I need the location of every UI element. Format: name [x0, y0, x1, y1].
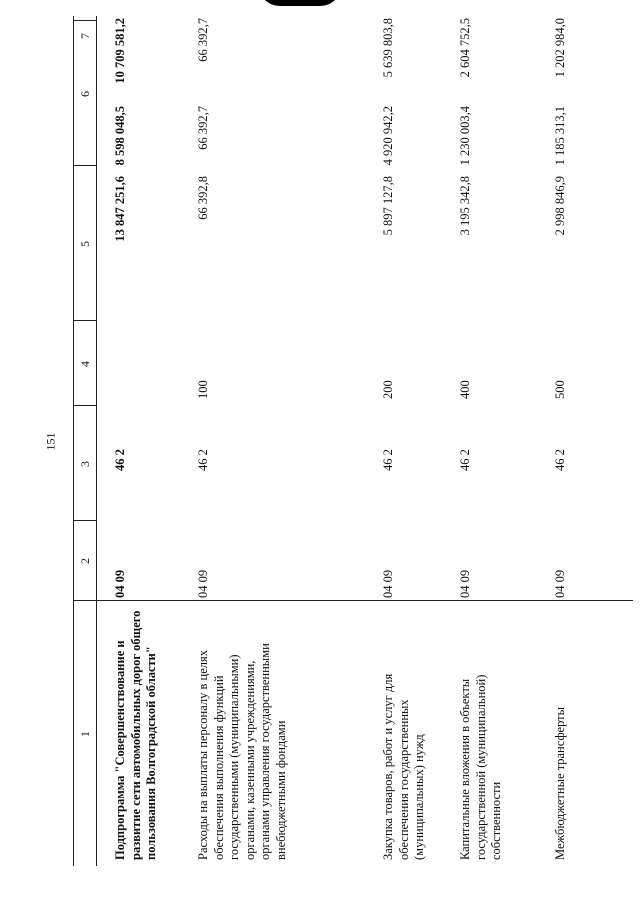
row-expense-type: 200 [381, 380, 395, 399]
row-amount-c7: 1 202 984,0 [553, 18, 567, 78]
row-expense-type: 500 [553, 380, 567, 399]
row-amount-c5: 5 897 127,8 [381, 176, 395, 236]
row-section-code: 04 09 [113, 569, 127, 598]
row-name: Межбюджетные трансферты [553, 706, 567, 860]
row-section-code: 04 09 [381, 569, 395, 598]
column-header-3: 3 [78, 461, 92, 467]
table-rule [96, 16, 97, 866]
row-amount-c6: 66 392,7 [196, 106, 210, 150]
column-header-6: 6 [78, 91, 92, 97]
row-amount-c5: 2 998 846,9 [553, 176, 567, 236]
row-section-code: 04 09 [553, 569, 567, 598]
table-rule [73, 16, 74, 866]
row-name: Капитальные вложения в объекты государственной (муниципальной) собственности [458, 674, 503, 860]
column-rule [73, 165, 96, 166]
column-rule [73, 520, 96, 521]
column-rule [73, 405, 96, 406]
column-header-4: 4 [78, 361, 92, 367]
row-amount-c6: 1 185 313,1 [553, 106, 567, 166]
row-amount-c7: 2 604 752,5 [458, 18, 472, 78]
page-number: 151 [43, 432, 58, 451]
row-amount-c5: 66 392,8 [196, 176, 210, 220]
row-expense-type: 100 [196, 380, 210, 399]
column-header-2: 2 [78, 558, 92, 564]
row-name: Расходы на выплаты персоналу в целях обеспечения выполнения функций государственными (муниципальными) органами, казенными учреждениями, органами управления государственными внебюджетными фондами [196, 643, 288, 860]
row-section-code: 04 09 [196, 569, 210, 598]
row-program-code: 46 2 [553, 449, 567, 471]
row-expense-type: 400 [458, 380, 472, 399]
row-amount-c7: 66 392,7 [196, 18, 210, 62]
row-amount-c5: 13 847 251,6 [113, 176, 127, 242]
row-amount-c5: 3 195 342,8 [458, 176, 472, 236]
row-amount-c7: 10 709 581,2 [113, 18, 127, 84]
scan-mark [258, 0, 342, 6]
column-rule [73, 600, 633, 601]
row-program-code: 46 2 [113, 449, 127, 471]
row-amount-c6: 1 230 003,4 [458, 106, 472, 166]
column-header-5: 5 [78, 241, 92, 247]
column-header-7: 7 [78, 33, 92, 39]
row-amount-c6: 4 920 942,2 [381, 106, 395, 166]
column-header-1: 1 [78, 731, 92, 737]
row-name: Подпрограмма "Совершенствование и развитие сети автомобильных дорог общего пользования Волгоградской области" [113, 610, 158, 860]
column-rule [73, 320, 96, 321]
row-program-code: 46 2 [381, 449, 395, 471]
row-amount-c6: 8 598 048,5 [113, 106, 127, 166]
budget-table [73, 16, 633, 866]
row-program-code: 46 2 [196, 449, 210, 471]
row-program-code: 46 2 [458, 449, 472, 471]
row-section-code: 04 09 [458, 569, 472, 598]
row-amount-c7: 5 639 803,8 [381, 18, 395, 78]
row-name: Закупка товаров, работ и услуг для обеспечения государственных (муниципальных) нужд [381, 673, 426, 860]
